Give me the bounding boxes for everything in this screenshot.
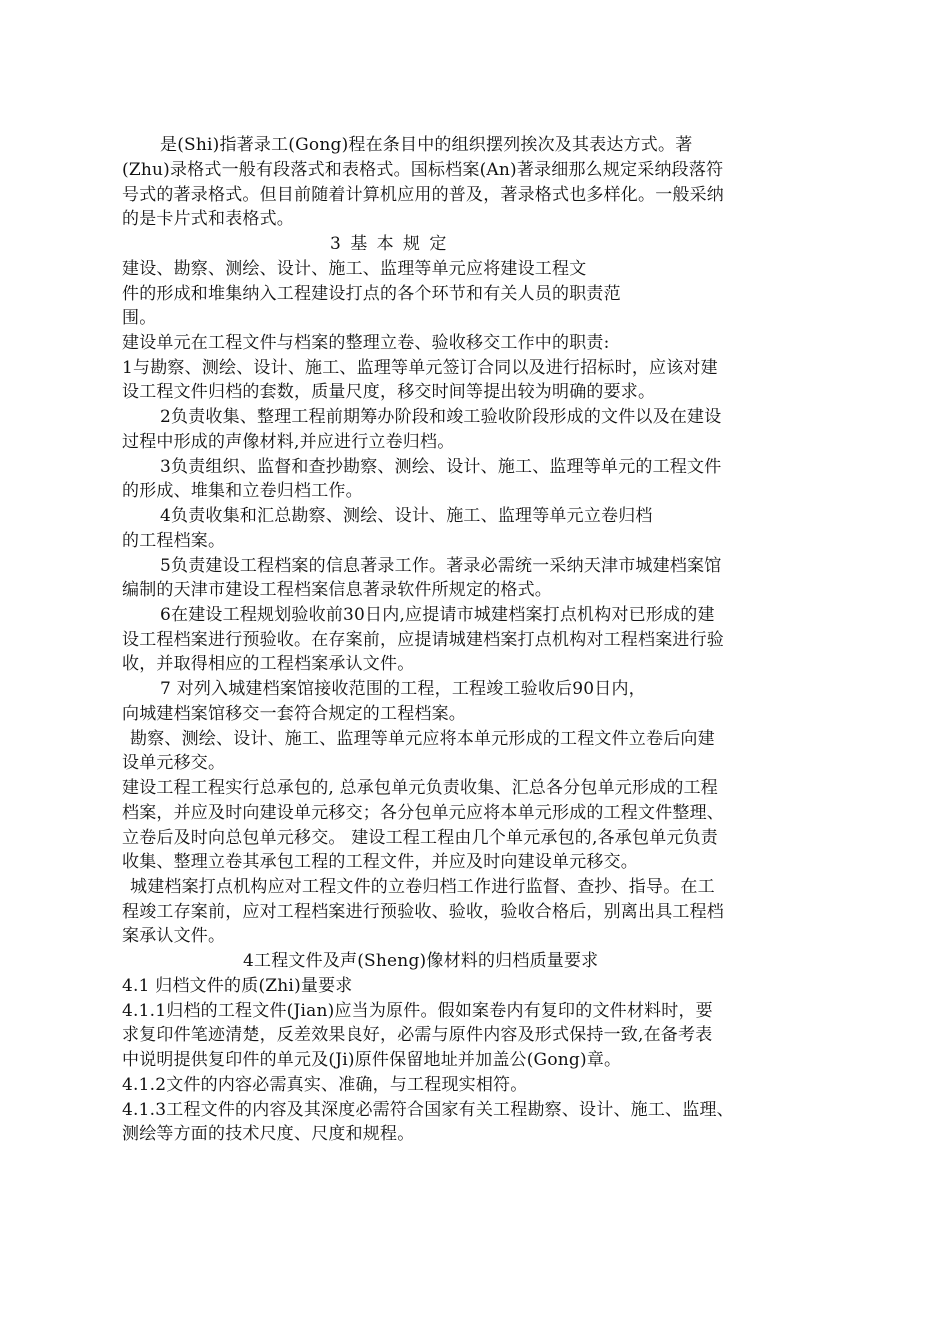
text-line: 建设工程工程实行总承包的, 总承包单元负责收集、汇总各分包单元形成的工程 [122, 778, 719, 798]
text-line: 收集、整理立卷其承包工程的工程文件，并应及时向建设单元移交。 [122, 852, 638, 872]
text-line: 中说明提供复印件的单元及(Ji)原件保留地址并加盖公(Gong)章。 [122, 1050, 622, 1070]
section-heading: 4工程文件及声(Sheng)像材料的归档质量要求 [243, 951, 599, 971]
text-line: 6在建设工程规划验收前30日内,应提请市城建档案打点机构对已形成的建 [160, 605, 715, 625]
text-line: 围。 [122, 308, 157, 328]
text-line: 4.1.2文件的内容必需真实、准确，与工程现实相符。 [122, 1075, 528, 1095]
text-line: 建设单元在工程文件与档案的整理立卷、验收移交工作中的职责: [122, 333, 610, 353]
text-line: 4.1.3工程文件的内容及其深度必需符合国家有关工程勘察、设计、施工、监理、 [122, 1100, 734, 1120]
text-line: 4.1.1归档的工程文件(Jian)应当为原件。假如案卷内有复印的文件材料时，要 [122, 1001, 713, 1021]
text-line: 5负责建设工程档案的信息著录工作。著录必需统一采纳天津市城建档案馆 [160, 556, 722, 576]
text-line: 设工程档案进行预验收。在存案前，应提请城建档案打点机构对工程档案进行验 [122, 630, 724, 650]
text-line: 建设、勘察、测绘、设计、施工、监理等单元应将建设工程文 [122, 259, 587, 279]
text-line: 3负责组织、监督和查抄勘察、测绘、设计、施工、监理等单元的工程文件 [160, 457, 722, 477]
subsection-heading: 4.1 归档文件的质(Zhi)量要求 [122, 976, 353, 996]
text-line: 向城建档案馆移交一套符合规定的工程档案。 [122, 704, 466, 724]
text-line: 的工程档案。 [122, 531, 226, 551]
text-line: 设工程文件归档的套数，质量尺度，移交时间等提出较为明确的要求。 [122, 382, 656, 402]
text-line: 测绘等方面的技术尺度、尺度和规程。 [122, 1124, 415, 1144]
text-line: 过程中形成的声像材料,并应进行立卷归档。 [122, 432, 455, 452]
text-line: 立卷后及时向总包单元移交。 建设工程工程由几个单元承包的,各承包单元负责 [122, 828, 719, 848]
text-line: 档案，并应及时向建设单元移交；各分包单元应将本单元形成的工程文件整理、 [122, 803, 724, 823]
text-line: 件的形成和堆集纳入工程建设打点的各个环节和有关人员的职责范 [122, 284, 621, 304]
section-heading: 3 基 本 规 定 [330, 234, 449, 254]
text-line: 7 对列入城建档案馆接收范围的工程，工程竣工验收后90日内， [160, 679, 646, 699]
text-line: 的形成、堆集和立卷归档工作。 [122, 481, 363, 501]
text-line: 设单元移交。 [122, 753, 226, 773]
text-line: 城建档案打点机构应对工程文件的立卷归档工作进行监督、查抄、指导。在工 [130, 877, 715, 897]
text-line: 案承认文件。 [122, 926, 226, 946]
text-line: 号式的著录格式。但目前随着计算机应用的普及，著录格式也多样化。一般采纳 [122, 185, 724, 205]
text-line: 求复印件笔迹清楚，反差效果良好，必需与原件内容及形式保持一致,在备考表 [122, 1025, 713, 1045]
text-line: 程竣工存案前，应对工程档案进行预验收、验收，验收合格后，别离出具工程档 [122, 902, 724, 922]
text-line: (Zhu)录格式一般有段落式和表格式。国标档案(An)著录细那么规定采纳段落符 [122, 160, 724, 180]
text-line: 收，并取得相应的工程档案承认文件。 [122, 654, 415, 674]
text-line: 是(Shi)指著录工(Gong)程在条目中的组织摆列挨次及其表达方式。著 [160, 135, 693, 155]
text-line: 1与勘察、测绘、设计、施工、监理等单元签订合同以及进行招标时，应该对建 [122, 358, 718, 378]
text-line: 编制的天津市建设工程档案信息著录软件所规定的格式。 [122, 580, 552, 600]
text-line: 2负责收集、整理工程前期筹办阶段和竣工验收阶段形成的文件以及在建设 [160, 407, 722, 427]
text-line: 4负责收集和汇总勘察、测绘、设计、施工、监理等单元立卷归档 [160, 506, 653, 526]
text-line: 的是卡片式和表格式。 [122, 209, 294, 229]
text-line: 勘察、测绘、设计、施工、监理等单元应将本单元形成的工程文件立卷后向建 [130, 729, 715, 749]
